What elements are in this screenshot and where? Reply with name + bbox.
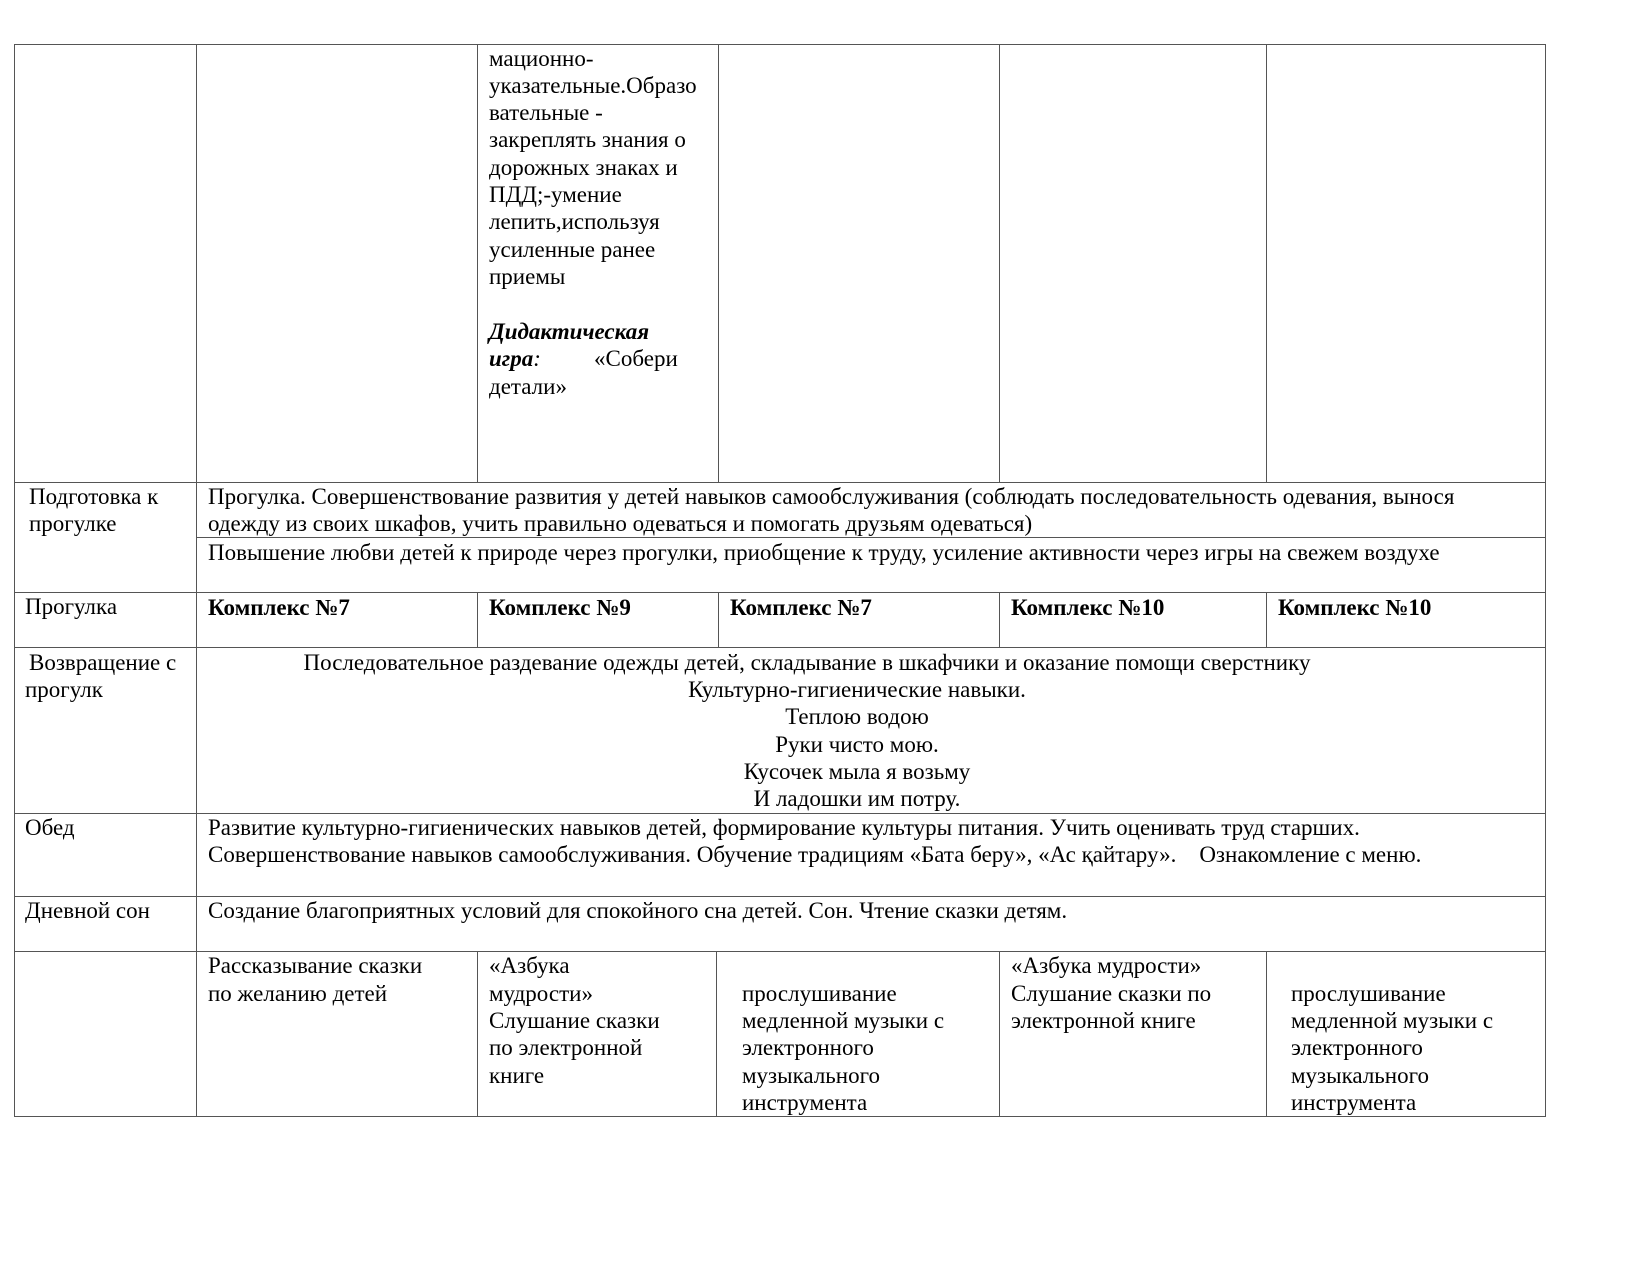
last-row-line: Слушание сказки	[489, 1008, 660, 1033]
prep-label: Подготовка к	[29, 484, 159, 509]
cell-text-line: дорожных знаках и	[489, 155, 678, 180]
return-text-line: Культурно-гигиенические навыки.	[688, 677, 1026, 702]
walk-complex: Комплекс №7	[730, 595, 872, 620]
last-row-line: электронной книге	[1011, 1008, 1196, 1033]
return-label: Возвращение с	[29, 650, 177, 675]
walk-complex: Комплекс №9	[489, 595, 631, 620]
lunch-label: Обед	[25, 815, 75, 840]
prep-label: прогулке	[29, 511, 117, 536]
prep-text: Повышение любви детей к природе через прогулки, приобщение к труду, усиление активности через игры на свежем воздухе	[208, 540, 1440, 565]
grid-line	[1266, 951, 1267, 1116]
walk-label: Прогулка	[25, 594, 118, 619]
prep-text: одежду из своих шкафов, учить правильно одеваться и помогать друзьям одеваться)	[208, 511, 1033, 536]
last-row-line: мудрости»	[489, 981, 593, 1006]
lunch-text: Развитие культурно-гигиенических навыков детей, формирование культуры питания. Учить оценивать труд старших.	[208, 815, 1360, 840]
last-row-line: по электронной	[489, 1035, 643, 1060]
grid-line	[999, 592, 1000, 647]
last-row-line: электронного	[1291, 1035, 1423, 1060]
grid-line	[477, 951, 478, 1116]
cell-text-line: приемы	[489, 264, 566, 289]
last-row-line: музыкального	[742, 1063, 880, 1088]
last-row-line: «Азбука	[489, 953, 570, 978]
last-row-line: медленной музыки с	[1291, 1008, 1494, 1033]
last-row-line: инструмента	[742, 1090, 868, 1115]
cell-text-line: закреплять знания о	[489, 127, 686, 152]
grid-line	[477, 44, 478, 482]
last-row-line: музыкального	[1291, 1063, 1429, 1088]
prep-text: Прогулка. Совершенствование развития у детей навыков самообслуживания (соблюдать последовательность одевания, вынося	[208, 484, 1455, 509]
last-row-line: Слушание сказки по	[1011, 981, 1212, 1006]
return-label: прогулк	[25, 677, 103, 702]
didactic-game-label	[489, 344, 541, 373]
grid-line	[1545, 44, 1546, 1117]
cell-text-line: лепить,используя	[489, 209, 660, 234]
nap-label: Дневной сон	[25, 898, 150, 923]
walk-complex: Комплекс №10	[1278, 595, 1432, 620]
didactic-game-label: Дидактическая	[489, 319, 650, 344]
grid-line	[999, 951, 1000, 1116]
nap-text: Создание благоприятных условий для спокойного сна детей. Сон. Чтение сказки детям.	[208, 898, 1068, 923]
return-text-line: Кусочек мыла я возьму	[743, 759, 971, 784]
grid-line	[718, 592, 719, 647]
lunch-text: Совершенствование навыков самообслуживания. Обучение традициям «Бата беру», «Ас қайтару». Ознакомление с меню.	[208, 842, 1422, 867]
last-row-line: инструмента	[1291, 1090, 1417, 1115]
return-text-line: Последовательное раздевание одежды детей, складывание в шкафчики и оказание помощи сверстнику	[303, 650, 1311, 675]
grid-line	[999, 44, 1000, 482]
walk-complex: Комплекс №10	[1011, 595, 1165, 620]
didactic-game-name: «Собери	[594, 346, 678, 371]
last-row-line: по желанию детей	[208, 981, 388, 1006]
grid-line	[1266, 44, 1267, 482]
return-text-line: И ладошки им потру.	[753, 786, 961, 811]
last-row-line: книге	[489, 1063, 545, 1088]
grid-line	[14, 44, 1546, 45]
grid-line	[718, 44, 719, 482]
last-row-line: медленной музыки с	[742, 1008, 945, 1033]
cell-text-line: указательные.Образо	[489, 73, 697, 98]
didactic-game-name: детали»	[489, 374, 567, 399]
last-row-line: прослушивание	[1291, 981, 1446, 1006]
cell-text-line: вательные -	[489, 100, 603, 125]
grid-line	[14, 44, 15, 1117]
walk-complex: Комплекс №7	[208, 595, 350, 620]
return-text-line: Руки чисто мою.	[775, 732, 939, 757]
didactic-game-word: игра	[489, 346, 534, 371]
last-row-line: прослушивание	[742, 981, 897, 1006]
didactic-game-colon: :	[533, 346, 541, 371]
last-row-line: электронного	[742, 1035, 874, 1060]
cell-text-line: усиленные ранее	[489, 237, 656, 262]
grid-line	[716, 951, 717, 1116]
last-row-line: Рассказывание сказки	[208, 953, 423, 978]
cell-text-line: мационно-	[489, 46, 594, 71]
cell-text-line: ПДД;-умение	[489, 182, 622, 207]
grid-line	[196, 44, 197, 1117]
return-text-line: Теплою водою	[785, 704, 929, 729]
grid-line	[1266, 592, 1267, 647]
last-row-line: «Азбука мудрости»	[1011, 953, 1202, 978]
grid-line	[477, 592, 478, 647]
